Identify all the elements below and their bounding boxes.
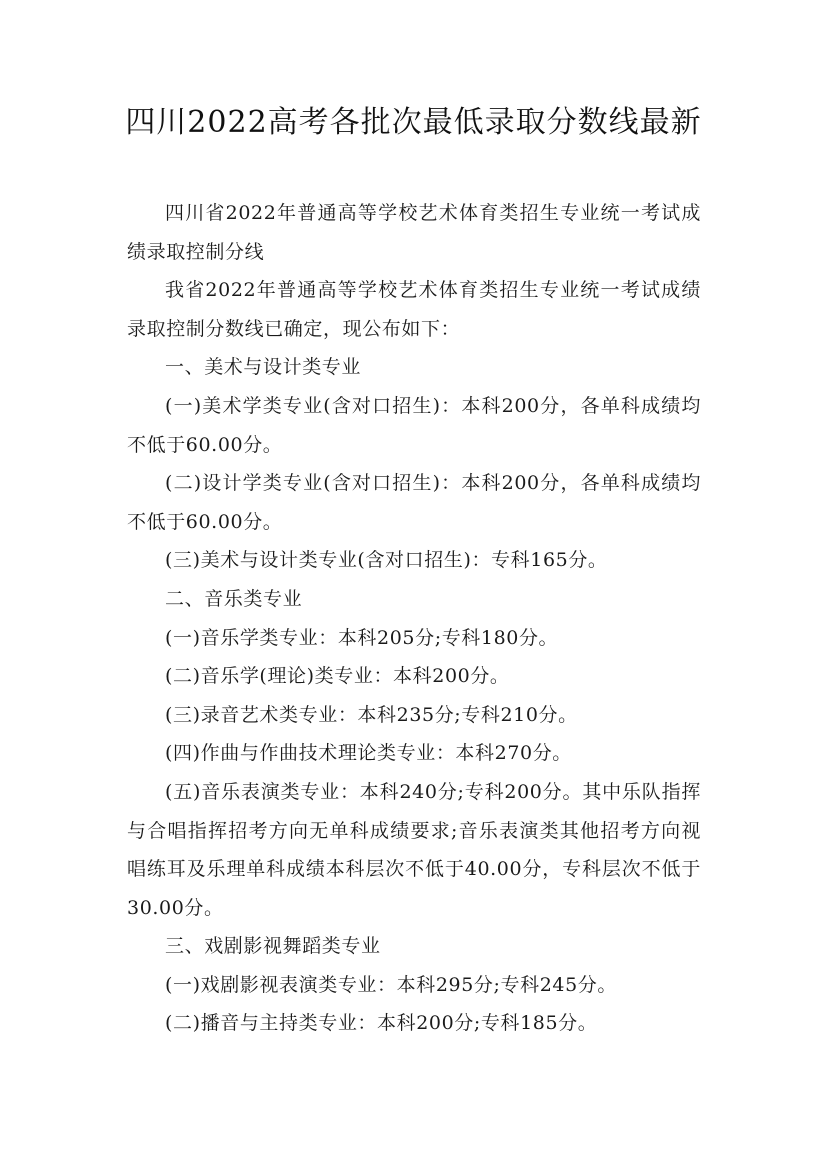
paragraph: (一)美术学类专业(含对口招生)：本科200分，各单科成绩均不低于60.00分。 bbox=[127, 394, 701, 456]
section-heading: 一、美术与设计类专业 bbox=[165, 356, 362, 379]
document-body bbox=[127, 194, 701, 1043]
paragraph: 我省2022年普通高等学校艺术体育类招生专业统一考试成绩录取控制分数线已确定，现公布如下： bbox=[127, 279, 701, 340]
paragraph: (三)录音艺术类专业：本科235分;专科210分。 bbox=[165, 703, 578, 726]
paragraph: (三)美术与设计类专业(含对口招生)：专科165分。 bbox=[165, 549, 608, 572]
paragraph: (一)音乐学类专业：本科205分;专科180分。 bbox=[165, 626, 559, 649]
document-title: 四川2022高考各批次最低录取分数线最新 bbox=[125, 105, 702, 140]
paragraph: 四川省2022年普通高等学校艺术体育类招生专业统一考试成绩录取控制分线 bbox=[127, 202, 701, 263]
paragraph: (二)设计学类专业(含对口招生)：本科200分，各单科成绩均不低于60.00分。 bbox=[127, 472, 701, 533]
paragraph: (五)音乐表演类专业：本科240分;专科200分。其中乐队指挥与合唱指挥招考方向无单科成绩要求;音乐表演类其他招考方向视唱练耳及乐理单科成绩本科层次不低于40.00分，专科层次不低于30.00分。 bbox=[127, 780, 701, 919]
section-heading: 二、音乐类专业 bbox=[165, 587, 303, 610]
paragraph: (四)作曲与作曲技术理论类专业：本科270分。 bbox=[165, 742, 572, 765]
paragraph: (一)戏剧影视表演类专业：本科295分;专科245分。 bbox=[165, 973, 617, 996]
paragraph: (二)播音与主持类专业：本科200分;专科185分。 bbox=[165, 1012, 598, 1035]
section-heading: 三、戏剧影视舞蹈类专业 bbox=[165, 935, 381, 958]
paragraph: (二)音乐学(理论)类专业：本科200分。 bbox=[165, 665, 510, 688]
